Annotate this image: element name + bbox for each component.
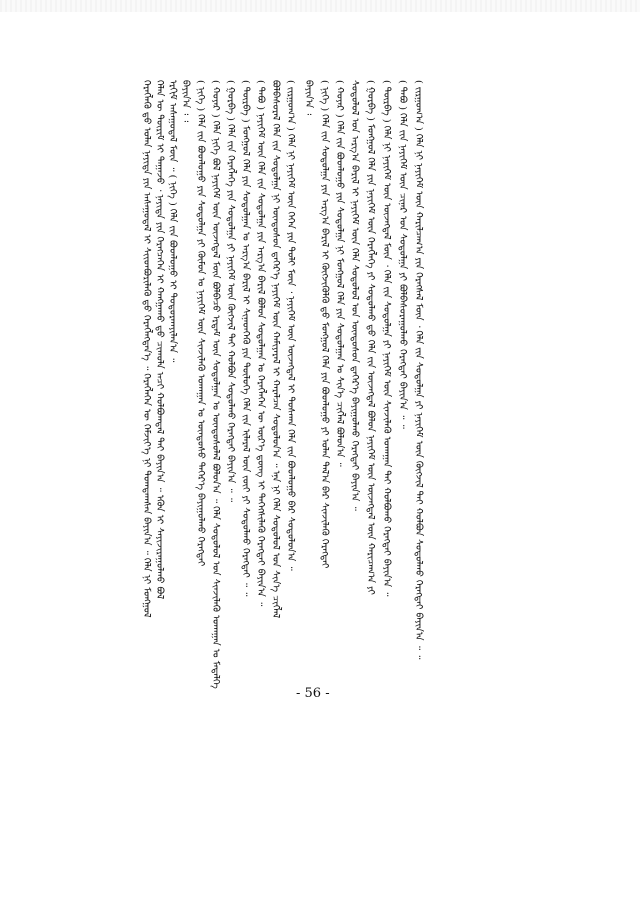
text-line-5: ( ᠨᠢᠭᠡ ) ᠬᠡᠯᠡ ᠵᠢᠨ ᠪᠣᠳᠯᠣᠭᠣ ᠶᠢᠨ ᠰᠤᠳᠤᠯᠭᠠ ᠶᠢ ᠬᠦᠮᠦᠨ ᠤ ᠨᠡᠶᠢᠭᠡᠮ ᠦᠨ ᠰᠢᠨᠵᠢᠯᠡᠬᠦ ᠤᠬᠠᠭᠠᠨ ᠤ ᠦᠨᠳᠦᠰᠦ ᠳᠡᠭᠡᠷ᠎ᠡ ᠪᠠᠶᠢᠭᠤᠯᠬᠤ ᠬᠡᠷᠡᠭᠲᠡᠢ bbox=[195, 80, 206, 567]
text-line-1: ᠬᠡᠷᠡᠭᠯᠡᠬᠦ ᠳ᠋ᠤ ᠣᠯᠠᠨ ᠨᠡᠶᠢᠲᠡ ᠶᠢᠨ ᠠᠰᠠᠭᠤᠳᠠᠯ ᠢ ᠰᠢᠢᠳᠪᠦᠷᠢᠯᠡᠬᠦ ᠳ᠋ᠤ ᠬᠡᠷᠡᠭᠯᠡᠭᠳᠡᠨ᠎ᠡ ᠃ ᠬᠡᠷᠡᠭᠯᠡᠭᠡᠨ ᠦ ᠬᠡᠮᠵᠢᠶ᠎ᠡ ᠨᠢ ᠲᠣᠭᠲᠠᠭᠰᠠᠨ ᠪᠠᠶᠢᠨ᠎ᠠ ᠃ ᠬᠡᠯᠡ ᠨᠢ ᠮᠣᠩᠭᠣᠯ bbox=[141, 80, 152, 618]
text-line-15: ᠰᠤᠳᠤᠯᠤᠯ ᠤᠨ ᠠᠷᠭ᠎ᠠ ᠪᠠᠷᠢᠯ ᠢ ᠨᠡᠶᠢᠭᠡᠮ ᠦᠨ ᠬᠡᠯᠡ ᠰᠤᠳᠤᠯᠤᠯ ᠤᠨ ᠦᠨᠳᠦᠰᠦᠨ ᠳ᠋ᠡᠭᠡᠷ᠎ᠡ ᠪᠠᠶᠢᠭᠤᠯᠬᠤ ᠬᠡᠷᠡᠭᠲᠡᠢ ᠪᠠᠶᠢᠨ᠎ᠠ ᠃ bbox=[349, 80, 360, 511]
text-line-11: ( ᠵᠢᠷᠭᠤᠭ᠎ᠠ ) ᠬᠡᠯᠡ ᠨᠢ ᠨᠡᠶᠢᠭᠡᠮ ᠦᠨ ᠭᠡᠭᠡᠨ ᠶᠢᠨ ᠲᠣᠯᠢ ᠮᠥᠨ ᠂ ᠨᠡᠶᠢᠭᠡᠮ ᠦᠨ ᠦᠵᠡᠭᠳᠡᠯ ᠢ ᠲᠤᠰᠬᠠᠨ ᠬᠡᠯᠡ ᠵᠢᠨ ᠪᠣᠳᠯᠣᠭᠣ ᠪᠠᠷ ᠰᠤᠳᠤᠯᠤᠨ᠎ᠠ ᠃ bbox=[285, 80, 296, 571]
text-line-8: ( ᠳᠥᠷᠪᠡ ) ᠮᠣᠩᠭᠣᠯ ᠬᠡᠯᠡ ᠶᠢᠨ ᠰᠤᠳᠤᠯᠭᠠᠨ ᠤ ᠠᠷᠭ᠎ᠠ ᠪᠠᠷᠢᠯ ᠢ ᠰᠢᠨᠡᠳᠬᠡᠬᠦ ᠶᠢᠨ ᠲᠥᠯᠦᠭᠡ ᠬᠡᠯᠡ ᠵᠢᠨ ᠢᠯᠡᠷᠡᠯ ᠦᠨ ᠵᠦᠢ ᠶᠢ ᠰᠤᠳᠤᠯᠬᠤ ᠬᠡᠷᠡᠭᠲᠡᠢ ᠃ ᠃ bbox=[240, 80, 251, 597]
text-line-12: ᠪᠠᠶᠢᠨ᠎ᠠ ᠄ bbox=[303, 80, 314, 116]
scan-edge-band bbox=[0, 0, 640, 12]
text-line-14: ( ᠬᠣᠶᠠᠷ ) ᠬᠡᠯᠡ ᠵᠢᠨ ᠪᠣᠳᠯᠣᠭᠣ ᠶᠢᠨ ᠰᠤᠳᠤᠯᠭᠠ ᠨᠢ ᠮᠣᠩᠭᠣᠯ ᠬᠡᠯᠡ ᠶᠢᠨ ᠰᠤᠳᠤᠯᠭᠠᠨ ᠤ ᠰᠢᠨ᠎ᠡ ᠴᠢᠭᠯᠡᠯ ᠪᠣᠯᠤᠨ᠎ᠠ ᠃ bbox=[334, 80, 345, 467]
text-line-4: ᠪᠠᠶᠢᠨ᠎ᠠ ᠄ ᠄ bbox=[180, 80, 191, 123]
text-line-18: ( ᠲᠠᠪᠤ ) ᠬᠡᠯᠡ ᠵᠢᠨ ᠨᠡᠶᠢᠭᠡᠮ ᠦᠨ ᠴᠢᠨᠠᠷ ᠤᠨ ᠰᠤᠳᠤᠯᠭᠠ ᠶᠢ ᠪᠣᠯᠪᠠᠰᠤᠷᠠᠭᠤᠯᠬᠤ ᠬᠡᠷᠡᠭᠲᠡᠢ ᠪᠠᠶᠢᠨ᠎ᠠ ᠃ ᠃ bbox=[397, 80, 408, 429]
text-line-16: ( ᠭᠤᠷᠪᠠ ) ᠮᠣᠩᠭᠣᠯ ᠬᠡᠯᠡ ᠶᠢᠨ ᠨᠡᠶᠢᠭᠡᠮ ᠦᠨ ᠬᠡᠷᠡᠭᠯᠡᠭᠡ ᠶᠢ ᠰᠤᠳᠤᠯᠬᠤ ᠳ᠋ᠤ ᠬᠡᠯᠡ ᠵᠢᠨ ᠦᠵᠡᠭᠳᠡᠯ ᠪᠣᠯᠤᠨ ᠨᠡᠶᠢᠭᠡᠮ ᠦᠨ ᠦᠵᠡᠭᠳᠡᠯ ᠦᠨ ᠬᠠᠷᠢᠴᠠᠭ᠎ᠠ ᠶᠢ bbox=[365, 80, 376, 595]
text-line-10: ᠪᠣᠯᠪᠠᠰᠤᠷᠠᠯ ᠬᠡᠯᠡ ᠵᠢᠨ ᠰᠤᠳᠤᠯᠭᠠ ᠨᠢ ᠦᠨᠳᠦᠰᠦᠨ ᠳ᠋ᠡᠭᠡᠷ᠎ᠡ ᠨᠡᠶᠢᠭᠡᠮ ᠦᠨ ᠬᠠᠮᠢᠶᠠᠷᠠᠯ ᠢ ᠬᠠᠷᠠᠯᠴᠠᠨ ᠰᠤᠳᠤᠯᠤᠨ᠎ᠠ ᠃ ᠡᠨᠡ ᠨᠢ ᠬᠡᠯᠡ ᠰᠤᠳᠤᠯᠤᠯ ᠤᠨ ᠰᠢᠨ᠎ᠡ ᠴᠢᠭᠯᠡᠯ bbox=[270, 80, 281, 619]
text-line-3: ᠡᠷᠬᠢᠮ ᠠᠰᠠᠭᠤᠳᠠᠯ ᠮᠥᠨ ᠃ ( ᠨᠢᠭᠡ ) ᠬᠡᠯᠡ ᠵᠢᠨ ᠪᠣᠳᠯᠣᠭᠣ ᠢ ᠲᠣᠳᠣᠷᠬᠠᠶᠢᠯᠠᠨ᠎ᠠ ᠃ bbox=[167, 80, 178, 363]
page-number: - 56 - bbox=[296, 686, 330, 701]
text-line-7: ( ᠭᠤᠷᠪᠠ ) ᠬᠡᠯᠡ ᠵᠢᠨ ᠬᠡᠷᠡᠭᠯᠡᠭᠡ ᠶᠢᠨ ᠰᠤᠳᠤᠯᠭᠠ ᠶᠢ ᠨᠡᠶᠢᠭᠡᠮ ᠦᠨ ᠬᠥᠭᠵᠢᠯ ᠲᠡᠢ ᠬᠣᠯᠪᠣᠨ ᠰᠤᠳᠤᠯᠬᠤ ᠬᠡᠷᠡᠭᠲᠡᠢ ᠪᠠᠶᠢᠨ᠎ᠠ ᠃ ᠃ bbox=[225, 80, 236, 503]
text-line-2: ᠬᠡᠯᠡᠨ ᠦ ᠳᠦᠷᠢᠮ ᠢ ᠳᠠᠭᠠᠵᠤ ᠂ ᠨᠡᠶᠢᠲᠡ ᠶᠢᠨ ᠬᠡᠷᠡᠭᠴᠡᠭᠡᠨ ᠢ ᠬᠠᠩᠭᠠᠬᠤ ᠳ᠋ᠤ ᠴᠢᠬᠤᠯᠠ ᠠᠴᠢ ᠬᠣᠯᠪᠣᠭᠳᠠᠯ ᠲᠠᠢ ᠪᠠᠶᠢᠨ᠎ᠠ ᠃ ᠡᠭᠦᠨ ᠢ ᠰᠠᠶᠢᠵᠢᠷᠠᠭᠤᠯᠬᠤ ᠪᠣᠯ bbox=[154, 80, 165, 600]
text-line-6: ( ᠬᠣᠶᠠᠷ ) ᠬᠡᠯᠡ ᠨᠢᠭᠡ ᠪᠣᠯ ᠨᠡᠶᠢᠭᠡᠮ ᠦᠨ ᠦᠵᠡᠭᠳᠡᠯ ᠮᠥᠨ ᠪᠣᠯᠪᠠᠴᠤ ᠡᠷᠳᠡᠮ ᠦᠨ ᠰᠤᠳᠤᠯᠭᠠᠨ ᠤ ᠦᠨᠳᠦᠰᠦᠯᠡᠯ ᠪᠣᠯᠤᠨ᠎ᠠ ᠃ ᠬᠡᠯᠡ ᠰᠤᠳᠤᠯᠤᠯ ᠤᠨ ᠰᠢᠨᠵᠢᠯᠡᠬᠦ ᠤᠬᠠᠭᠠᠨ ᠤ ᠮᠡᠳᠡᠯᠭᠡ bbox=[210, 80, 221, 689]
text-line-17: ( ᠳᠥᠷᠪᠡ ) ᠬᠡᠯᠡ ᠨᠢ ᠨᠡᠶᠢᠭᠡᠮ ᠦᠨ ᠦᠵᠡᠭᠳᠡᠯ ᠮᠥᠨ ᠂ ᠬᠡᠯᠡ ᠵᠢᠨ ᠰᠤᠳᠤᠯᠭᠠ ᠶᠢ ᠨᠡᠶᠢᠭᠡᠮ ᠦᠨ ᠰᠢᠨᠵᠢᠯᠡᠬᠦ ᠤᠬᠠᠭᠠᠨ ᠲᠠᠢ ᠬᠣᠯᠪᠣᠬᠤ ᠬᠡᠷᠡᠭᠲᠡᠢ ᠪᠠᠶᠢᠨ᠎ᠠ ᠃ bbox=[381, 80, 392, 597]
text-line-9: ( ᠲᠠᠪᠤ ) ᠨᠡᠶᠢᠭᠡᠮ ᠦᠨ ᠬᠡᠯᠡ ᠵᠢᠨ ᠰᠤᠳᠤᠯᠭᠠ ᠶᠢᠨ ᠠᠷᠭ᠎ᠠ ᠪᠠᠷᠢᠯ ᠪᠣᠯᠤᠨ ᠰᠤᠳᠤᠯᠭᠠᠨ ᠤ ᠬᠡᠷᠡᠭᠯᠡᠭᠡᠨ ᠦ ᠦᠷ᠎ᠡ ᠳ᠋ᠦᠩ ᠢ ᠳᠡᠭᠡᠭᠰᠢᠯᠡᠬᠦ ᠬᠡᠷᠡᠭᠲᠡᠢ ᠪᠠᠶᠢᠨ᠎ᠠ ᠃ bbox=[255, 80, 266, 607]
text-line-13: ( ᠨᠢᠭᠡ ) ᠬᠡᠯᠡ ᠵᠢᠨ ᠰᠤᠳᠤᠯᠭᠠ ᠶᠢᠨ ᠠᠷᠭ᠎ᠠ ᠪᠠᠷᠢᠯ ᠢ ᠬᠥᠭᠵᠢᠭᠦᠯᠬᠦ ᠳ᠋ᠤ ᠮᠣᠩᠭᠣᠯ ᠬᠡᠯᠡ ᠶᠢᠨ ᠪᠣᠳᠯᠣᠭᠣ ᠶᠢ ᠣᠯᠠᠨ ᠲᠠᠯ᠎ᠠ ᠪᠠᠷ ᠰᠢᠨᠵᠢᠯᠡᠬᠦ ᠬᠡᠷᠡᠭᠲᠡᠢ bbox=[319, 80, 330, 569]
text-line-19: ( ᠵᠢᠷᠭᠤᠭ᠎ᠠ ) ᠬᠡᠯᠡ ᠨᠢ ᠨᠡᠶᠢᠭᠡᠮ ᠦᠨ ᠬᠠᠷᠢᠯᠴᠠᠭ᠎ᠠ ᠶᠢᠨ ᠬᠡᠷᠡᠭᠰᠡᠯ ᠮᠥᠨ ᠂ ᠬᠡᠯᠡ ᠵᠢᠨ ᠰᠤᠳᠤᠯᠭᠠ ᠶᠢ ᠨᠡᠶᠢᠭᠡᠮ ᠦᠨ ᠬᠥᠭᠵᠢᠯ ᠲᠡᠢ ᠬᠣᠯᠪᠣᠨ ᠰᠤᠳᠤᠯᠬᠤ ᠬᠡᠷᠡᠭᠲᠡᠢ ᠪᠠᠶᠢᠨ᠎ᠠ ᠃ ᠃ bbox=[413, 80, 424, 660]
